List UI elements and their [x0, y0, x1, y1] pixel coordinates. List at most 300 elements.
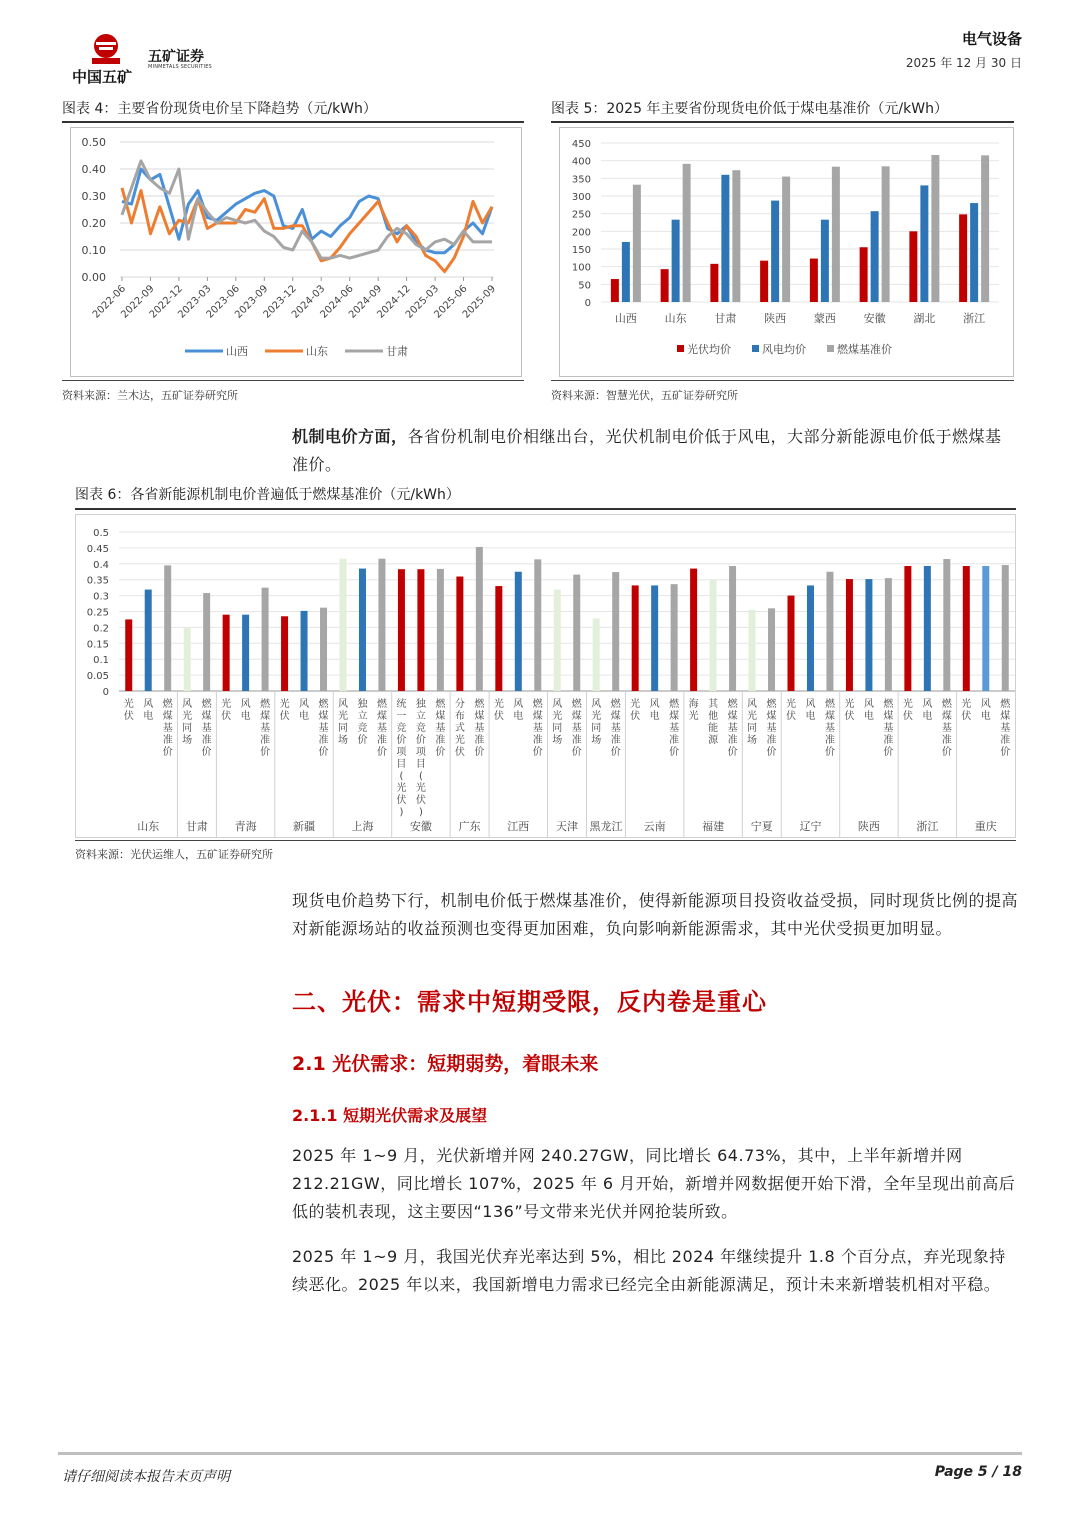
page-number: Page 5 / 18 [934, 1464, 1022, 1480]
fig6-bar [378, 559, 385, 691]
logo-emblem-icon [90, 32, 138, 66]
fig6-bar-label-char: 燃 [162, 699, 173, 710]
fig6-bar-label-char: 煤 [474, 711, 485, 722]
fig6-chart [75, 514, 1016, 838]
fig5-bar-燃煤基准价 [832, 167, 840, 302]
subsection-heading: 2.1 光伏需求：短期弱势，着眼未来 [292, 1053, 599, 1075]
fig6-bar-label-char: 光 [123, 699, 134, 710]
fig6-bar-label-char: 基 [474, 723, 485, 734]
fig5-legend-label: 燃煤基准价 [837, 343, 892, 356]
fig6-bar-label-char: ( [418, 771, 423, 782]
fig6-bar-label-char: 基 [727, 723, 738, 734]
fig6-bar-label-char: 电 [513, 711, 524, 722]
fig6-bar-label-char: 价 [435, 747, 446, 758]
fig5-ytick-label: 300 [571, 192, 591, 203]
fig6-bar-label-char: 准 [435, 735, 446, 746]
fig6-bar-label-char: 基 [162, 723, 173, 734]
fig6-bar-label-char: 煤 [201, 711, 212, 722]
fig6-bar-label-char: 独 [415, 699, 426, 710]
fig6-bar-label [728, 697, 739, 758]
fig6-bar-label-char: ) [418, 807, 423, 818]
fig6-bar-label-char: 光 [961, 699, 972, 710]
fig4-ytick-label: 0.40 [81, 163, 106, 176]
fig6-bar-label [357, 697, 368, 746]
fig6-source: 资料来源：光伏运维人，五矿证券研究所 [75, 848, 273, 861]
fig6-bar [184, 627, 191, 691]
fig6-bar-label-char: 准 [201, 735, 212, 746]
fig6-bar-label-char: 电 [805, 711, 816, 722]
fig6-bar [749, 610, 756, 691]
brand-name-en: MINMETALS SECURITIES [148, 64, 212, 70]
fig6-group-label: 山东 [137, 820, 160, 833]
fig6-bar-label-char: 基 [669, 723, 680, 734]
fig6-title: 图表 6：各省新能源机制电价普遍低于燃煤基准价（元/kWh） [75, 487, 460, 503]
fig6-bar [242, 615, 249, 691]
fig6-bar-label-char: 价 [415, 735, 426, 746]
paragraph-mechanism-price [292, 423, 1018, 479]
fig6-bar-label-char: 同 [747, 723, 758, 734]
fig6-bar-label-char: 价 [260, 747, 271, 758]
fig6-bar [320, 608, 327, 691]
fig6-bar-label [591, 698, 601, 746]
fig6-ytick-label: 0 [102, 687, 109, 698]
fig6-bar-label-char: ) [399, 807, 404, 818]
fig6-bar-label-char: 海 [688, 699, 699, 710]
fig6-bar-label-char: 伏 [844, 711, 855, 722]
fig6-bar-label-char: 准 [474, 735, 485, 746]
fig6-bar-label-char: 价 [941, 747, 952, 758]
fig4-bottom-rule [62, 380, 524, 381]
fig6-bar-label-char: 燃 [610, 699, 621, 710]
fig5-legend-label: 风电均价 [762, 343, 806, 356]
footer-rule [58, 1452, 1022, 1455]
fig6-bar-label-char: 燃 [474, 699, 485, 710]
fig6-bar [262, 588, 269, 691]
fig5-ytick-label: 50 [578, 280, 591, 292]
fig6-ytick-label: 0.45 [86, 543, 109, 555]
fig6-bar-label [494, 697, 504, 722]
fig6-bar-label-char: 同 [182, 723, 193, 734]
fig6-bar-label-char: 光 [221, 699, 232, 710]
fig6-bar-label-char: 准 [1000, 735, 1011, 746]
fig6-ytick-label: 0.5 [93, 528, 109, 539]
fig6-bar-label-char: 光 [493, 699, 504, 710]
fig6-bar-label-char: 准 [610, 735, 621, 746]
fig6-bar-label [533, 697, 544, 758]
fig6-bar-label-char: 准 [824, 735, 835, 746]
fig6-bar-label-char: 燃 [376, 699, 387, 710]
fig6-ytick-label: 0.3 [93, 591, 109, 603]
fig6-bar-label-char: 基 [435, 723, 446, 734]
fig6-ytick-label: 0.15 [86, 639, 109, 651]
fig6-bar-label-char: 煤 [376, 711, 387, 722]
fig6-bar [476, 547, 483, 691]
fig6-group-label: 云南 [643, 820, 666, 833]
fig6-bar-label [124, 697, 134, 722]
fig6-bar [301, 611, 308, 691]
fig6-bar-label [747, 698, 757, 746]
fig6-bar-label-char: 源 [708, 735, 719, 746]
fig6-bar-label-char: 场 [747, 735, 758, 746]
fig6-group-label: 辽宁 [799, 820, 822, 833]
fig6-bar-label-char: 光 [415, 783, 426, 794]
fig6-bar-label-char: 目 [415, 759, 426, 770]
paragraph-pv-installation: 2025 年 1~9 月，光伏新增并网 240.27GW，同比增长 64.73%，其中，上半年新增并网 212.21GW，同比增长 107%，2025 年 6 月开始，新增并网数据便开始下滑，全年呈现出前高后低的装机表现，这主要因“136”号文带来光伏并网抢装所致。 [292, 1146, 1016, 1221]
fig6-bar-label-char: 光 [747, 711, 758, 722]
fig6-bar-label-char: 风 [922, 699, 933, 710]
fig5-legend-swatch [827, 345, 834, 352]
fig6-bar-label-char: 光 [338, 711, 348, 722]
fig6-bar [768, 608, 775, 691]
fig6-bar [943, 559, 950, 691]
fig6-group-label: 黑龙江 [589, 820, 623, 833]
fig5-bar-风电均价 [672, 220, 680, 302]
fig6-bar-label-char: 煤 [941, 711, 952, 722]
fig6-bar-label-char: 基 [318, 723, 329, 734]
brand-name: 五矿证券 [148, 49, 204, 65]
fig6-bar-label-char: 目 [396, 759, 407, 770]
fig6-bar [788, 596, 795, 691]
fig5-category-label: 山东 [664, 312, 687, 325]
fig6-bar-label-char: 燃 [318, 699, 329, 710]
fig6-bar-label [299, 698, 309, 722]
fig4-source: 资料来源：兰木达，五矿证券研究所 [62, 389, 238, 402]
fig5-bar-风电均价 [771, 201, 779, 302]
fig6-bar-label-char: 准 [727, 735, 738, 746]
fig6-bar-label-char: 价 [532, 747, 543, 758]
fig6-bar-label-char: 项 [415, 747, 426, 758]
fig6-bar-label [708, 698, 719, 746]
fig6-bar [456, 577, 463, 691]
fig5-bar-光伏均价 [760, 261, 768, 302]
fig4-xtick-label: 2024-12 [375, 283, 413, 321]
fig6-bar [671, 584, 678, 691]
fig6-bar [612, 572, 619, 691]
fig6-bar-label-char: 价 [669, 747, 680, 758]
fig6-bar-label-char: 基 [824, 723, 835, 734]
fig6-bar [593, 618, 600, 691]
fig6-bar [963, 566, 970, 691]
fig4-xtick-label: 2022-06 [90, 283, 129, 321]
fig6-ytick-label: 0.35 [86, 575, 109, 587]
fig5-category-label: 陕西 [764, 312, 787, 325]
fig6-bar-label [650, 698, 660, 722]
fig6-group-label: 新疆 [293, 820, 316, 833]
fig4-xtick-label: 2023-03 [176, 283, 214, 321]
fig6-bar-label-char: 统 [396, 699, 407, 710]
fig6-bar [125, 619, 132, 691]
fig6-bar-label-char: 准 [532, 735, 543, 746]
fig6-bar-label-char: 光 [591, 711, 602, 722]
fig5-bar-燃煤基准价 [633, 185, 641, 302]
fig6-bar-label [435, 697, 446, 758]
fig6-bar [398, 569, 405, 691]
fig6-bar [729, 566, 736, 691]
paragraph-text: 各省份机制电价相继出台，光伏机制电价低于风电，大部分新能源电价低于燃煤基准价。 [292, 427, 1002, 474]
fig6-bar-label [767, 697, 778, 758]
fig6-bar-label-char: 煤 [435, 711, 446, 722]
fig5-top-rule [551, 121, 1014, 123]
fig6-bar-label-char: 风 [649, 699, 660, 710]
fig6-bar-label-char: 价 [766, 747, 777, 758]
fig4-xtick-label: 2024-06 [318, 283, 356, 321]
fig5-chart [559, 127, 1014, 377]
fig6-bar-label [552, 698, 562, 746]
fig6-bar [807, 585, 814, 691]
fig6-bar-label-char: 基 [610, 723, 621, 734]
fig6-bar-label-char: 价 [376, 747, 387, 758]
fig6-bar-label-char: 他 [708, 711, 719, 722]
fig6-bar-label-char: 同 [338, 723, 348, 734]
fig6-bar-label-char: 燃 [201, 699, 212, 710]
fig5-bar-风电均价 [920, 185, 928, 302]
fig6-bar-label-char: 布 [454, 711, 465, 722]
fig6-bar-label-char: 电 [299, 711, 310, 722]
fig6-bar-label [669, 697, 680, 758]
fig6-group-label: 甘肃 [185, 820, 208, 833]
fig6-bar-label-char: 伏 [454, 747, 465, 758]
fig5-bottom-rule [551, 380, 1014, 381]
fig6-group-label: 上海 [351, 820, 374, 833]
section-heading: 二、光伏：需求中短期受限，反内卷是重心 [292, 988, 767, 1016]
fig6-bar-label-char: 伏 [123, 711, 134, 722]
fig6-bar-label-char: 煤 [824, 711, 835, 722]
fig6-bar-label-char: 电 [863, 711, 874, 722]
fig6-bar-label-char: 光 [786, 699, 796, 710]
fig6-group-label: 天津 [556, 820, 578, 833]
fig4-ytick-label: 0.00 [81, 271, 106, 284]
fig5-bar-燃煤基准价 [882, 166, 890, 302]
fig4-xtick-label: 2022-12 [147, 283, 186, 321]
report-date: 2025 年 12 月 30 日 [905, 56, 1022, 70]
fig6-bar-label-char: 风 [805, 699, 816, 710]
fig6-bar-label-char: 式 [454, 723, 465, 734]
fig6-bottom-rule [75, 840, 1016, 841]
fig6-bar-label [805, 698, 815, 722]
fig5-category-label: 山西 [614, 312, 637, 325]
fig6-ytick-label: 0.4 [93, 559, 109, 571]
fig6-bar-label-char: 价 [883, 747, 894, 758]
fig4-xtick-label: 2025-03 [403, 283, 442, 321]
fig6-group-label: 陕西 [857, 820, 880, 833]
fig6-bar-label [338, 698, 348, 746]
fig6-bar-label-char: 燃 [669, 699, 680, 710]
fig6-bar-label-char: 同 [591, 723, 602, 734]
fig6-bar-label [221, 697, 231, 722]
fig6-bar-label-char: 燃 [1000, 699, 1011, 710]
fig5-bar-风电均价 [821, 220, 829, 302]
fig6-bar-label-char: 伏 [630, 711, 641, 722]
fig6-bar [865, 579, 872, 691]
fig6-bar-label-char: 伏 [415, 795, 426, 806]
fig6-bar-label-char: 准 [941, 735, 952, 746]
fig5-category-label: 湖北 [913, 312, 936, 325]
fig6-bar-label-char: 风 [338, 699, 348, 710]
fig5-bar-燃煤基准价 [782, 177, 790, 302]
fig6-bar-label-char: 燃 [766, 699, 777, 710]
fig6-bar [417, 569, 424, 691]
fig6-bar-label-char: 独 [357, 699, 368, 710]
fig6-bar-label-char: 煤 [766, 711, 777, 722]
fig6-bar-label-char: 伏 [396, 795, 407, 806]
fig6-group-label: 宁夏 [750, 820, 773, 833]
fig6-ytick-label: 0.25 [86, 607, 109, 619]
fig6-bar [826, 572, 833, 691]
fig6-bar-label-char: 准 [260, 735, 271, 746]
fig5-bar-光伏均价 [661, 269, 669, 302]
fig6-bar-label-char: 煤 [883, 711, 894, 722]
fig5-bar-光伏均价 [860, 247, 868, 302]
fig6-bar [340, 559, 347, 691]
fig6-bar-label [883, 697, 894, 758]
fig6-bar-label-char: 伏 [221, 711, 232, 722]
fig4-title: 图表 4：主要省份现货电价呈下降趋势（元/kWh） [62, 101, 377, 117]
fig6-bar-label-char: 准 [571, 735, 582, 746]
fig5-legend-swatch [752, 345, 759, 352]
fig6-bar-label-char: 煤 [318, 711, 329, 722]
fig4-xtick-label: 2022-09 [119, 283, 157, 321]
fig6-bar-label-char: 煤 [610, 711, 621, 722]
fig6-bar-label [396, 697, 407, 818]
fig5-bar-风电均价 [721, 175, 729, 302]
fig6-bar-label-char: 价 [201, 747, 212, 758]
fig6-bar-label [903, 697, 913, 722]
fig5-ytick-label: 400 [571, 156, 591, 168]
fig4-xtick-label: 2023-12 [261, 283, 299, 321]
fig6-bar-label-char: 风 [143, 699, 154, 710]
fig6-bar-label [961, 697, 971, 722]
fig5-ytick-label: 250 [571, 209, 591, 221]
fig6-bar-label-char: 基 [532, 723, 543, 734]
fig6-bar-label [689, 697, 699, 722]
fig6-bar-label-char: 基 [571, 723, 582, 734]
paragraph-curtailment: 2025 年 1~9 月，我国光伏弃光率达到 5%，相比 2024 年继续提升 1.8 个百分点，弃光现象持续恶化。2025 年以来，我国新增电力需求已经完全由新能源满足，预计未来新增装机相对平稳。 [292, 1247, 1006, 1294]
fig6-bar-label-char: 伏 [493, 711, 504, 722]
fig6-bar-label [280, 697, 290, 722]
fig6-bar [690, 569, 697, 691]
fig6-bar-label-char: 煤 [669, 711, 680, 722]
fig6-bar-label-char: 竞 [357, 723, 368, 734]
fig5-ytick-label: 200 [571, 227, 591, 239]
fig5-title: 图表 5：2025 年主要省份现货电价低于煤电基准价（元/kWh） [551, 101, 948, 117]
fig6-bar-label [513, 698, 523, 722]
fig6-bar-label [1000, 697, 1011, 758]
fig4-ytick-label: 0.10 [81, 244, 106, 257]
fig6-bar-label-char: 燃 [824, 699, 835, 710]
fig5-category-label: 甘肃 [714, 312, 737, 325]
fig6-bar [573, 575, 580, 691]
sector-label: 电气设备 [961, 30, 1022, 48]
fig5-bar-风电均价 [970, 203, 978, 302]
fig6-bar-label-char: 燃 [883, 699, 894, 710]
fig4-xtick-label: 2024-09 [346, 283, 385, 321]
fig6-bar-label-char: 光 [902, 699, 913, 710]
fig4-chart [70, 127, 522, 377]
fig5-ytick-label: 150 [571, 245, 591, 256]
fig5-bar-光伏均价 [611, 279, 619, 302]
fig6-bar-label-char: 光 [630, 699, 641, 710]
fig6-bar-label-char: 价 [824, 747, 835, 758]
fig6-bar-label-char: 煤 [571, 711, 582, 722]
fig5-bar-燃煤基准价 [732, 170, 740, 302]
fig5-bar-燃煤基准价 [931, 155, 939, 302]
fig4-xtick-label: 2024-03 [290, 283, 328, 321]
fig6-bar-label-char: 燃 [571, 699, 582, 710]
fig6-group-label: 广东 [458, 820, 481, 833]
fig6-bar-label-char: 伏 [961, 711, 972, 722]
fig5-category-label: 安徽 [863, 312, 886, 325]
fig5-bar-光伏均价 [810, 259, 818, 302]
fig6-bar-label-char: 场 [182, 735, 193, 746]
fig6-bar [554, 590, 561, 691]
fig6-bar-label-char: 光 [552, 711, 563, 722]
fig6-bar-label-char: 基 [941, 723, 952, 734]
fig6-bar-label-char: 场 [591, 735, 602, 746]
fig6-bar-label [942, 697, 953, 758]
fig5-bar-光伏均价 [909, 231, 917, 302]
fig6-bar-label-char: 立 [415, 711, 426, 722]
fig5-category-label: 浙江 [963, 312, 986, 325]
company-name: 中国五矿 [72, 68, 133, 86]
fig6-bar-label-char: 风 [552, 699, 563, 710]
fig6-bar-label-char: 光 [688, 711, 699, 722]
fig6-bar-label [630, 697, 640, 722]
fig6-bar-label-char: 光 [396, 783, 407, 794]
fig6-bar-label-char: 煤 [532, 711, 543, 722]
fig5-bar-燃煤基准价 [981, 155, 989, 302]
fig6-bar-label-char: 立 [357, 711, 368, 722]
fig6-bar [885, 578, 892, 691]
fig4-legend-label: 甘肃 [386, 345, 408, 358]
fig4-xtick-label: 2023-09 [233, 283, 271, 321]
fig6-bar-label-char: 伏 [902, 711, 913, 722]
fig6-bar-label-char: 伏 [279, 711, 290, 722]
fig6-bar-label [202, 697, 213, 758]
fig5-bar-光伏均价 [959, 214, 967, 302]
fig6-bar-label-char: 伏 [786, 711, 796, 722]
fig6-ytick-label: 0.05 [86, 671, 109, 683]
fig6-bar-label-char: 能 [708, 723, 719, 734]
fig6-bar-label-char: 价 [162, 747, 173, 758]
fig6-bar-label [182, 698, 192, 746]
fig6-bar [846, 579, 853, 691]
fig6-bar-label [844, 697, 854, 722]
fig5-ytick-label: 350 [571, 174, 591, 186]
fig5-legend-label: 光伏均价 [687, 343, 731, 356]
footer-disclaimer: 请仔细阅读本报告末页声明 [62, 1469, 230, 1485]
fig6-bar-label-char: 准 [162, 735, 173, 746]
fig6-group-label: 青海 [234, 820, 257, 833]
fig6-bar [281, 616, 288, 691]
fig6-bar [145, 590, 152, 691]
fig6-bar-label-char: 价 [610, 747, 621, 758]
fig6-bar-label-char: 价 [318, 747, 329, 758]
fig6-bar-label [786, 697, 796, 722]
fig4-legend-label: 山东 [306, 345, 328, 358]
fig6-bar [437, 569, 444, 691]
fig6-bar [515, 572, 522, 691]
fig6-bar [651, 585, 658, 691]
fig6-bar-label-char: 风 [182, 699, 193, 710]
fig6-bar-label-char: 分 [454, 699, 465, 710]
fig6-bar-label [143, 698, 153, 722]
fig6-bar-label-char: 风 [299, 699, 310, 710]
fig6-bar-label-char: 电 [980, 711, 991, 722]
fig6-bar-label-char: 基 [260, 723, 271, 734]
fig6-bar-label-char: 燃 [260, 699, 271, 710]
fig6-bar-label [572, 697, 583, 758]
fig4-xtick-label: 2025-09 [460, 283, 499, 321]
